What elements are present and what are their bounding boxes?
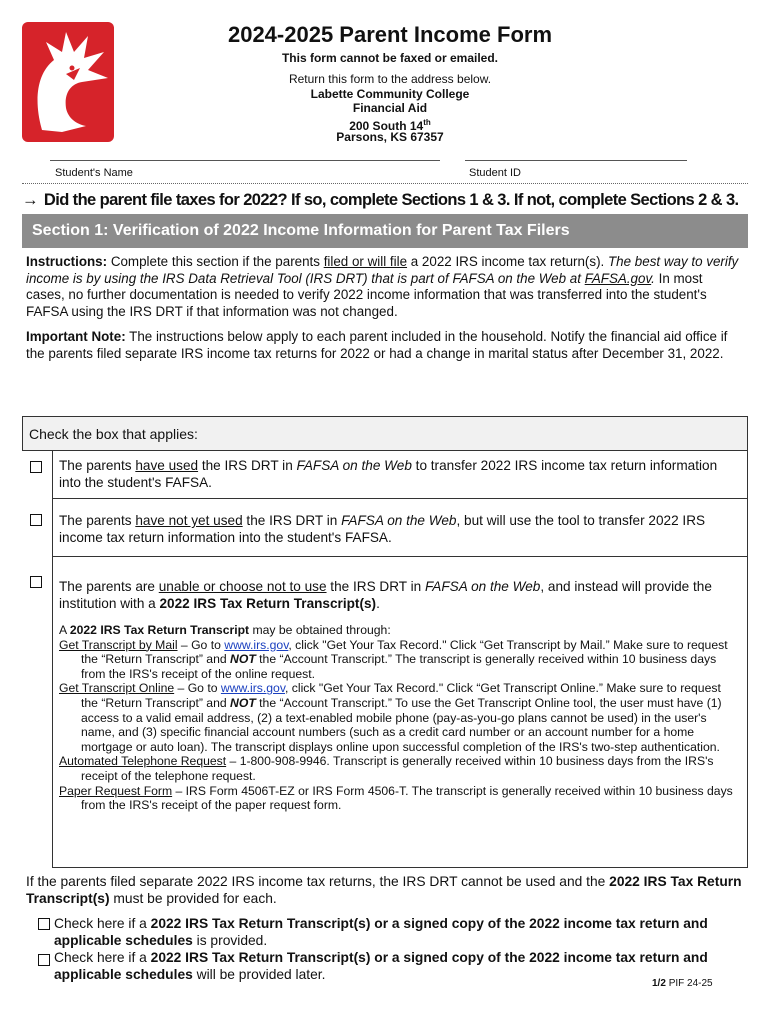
office-name: Financial Aid	[352, 101, 428, 115]
transcript-online: Get Transcript Online – Go to www.irs.gov, click "Get Your Tax Record." Click “Get Transcript Online.” Make sure to request the “Return Transcript” and NOT the “Account Transcript.” To use the Get Transcript Online tool, the user must have (1) access to a valid email address, (2) a text-enabled mobile phone (pay-as-you-go plans cannot be used) in the user's name, and (3) specific financial account numbers (such as a credit card number or an account number for a home mortgage or auto loan). The transcript displays online upon successful completion of the IRS's two-step authentication.	[59, 681, 722, 754]
street-address: 200 South 14th	[349, 118, 431, 133]
return-instruction: Return this form to the address below.	[288, 72, 492, 86]
transcript-intro: A 2022 IRS Tax Return Transcript may be obtained through:	[59, 623, 391, 637]
student-id-label: Student ID	[469, 167, 521, 179]
fafsa-link[interactable]: FAFSA.gov	[584, 270, 652, 286]
checkbox-have-used[interactable]	[30, 461, 42, 473]
student-name-field[interactable]	[50, 160, 440, 161]
college-logo	[22, 22, 114, 142]
city-address: Parsons, KS 67357	[336, 130, 444, 144]
student-id-field[interactable]	[465, 160, 687, 161]
separate-returns-note: If the parents filed separate 2022 IRS income tax returns, the IRS DRT cannot be used and the 2022 IRS Tax Return Transcript(s) must be provided for each.	[26, 874, 742, 906]
option-unable-text: The parents are unable or choose not to use the IRS DRT in FAFSA on the Web, and instead will provide the institution with a 2022 IRS Tax Return Transcript(s).	[59, 579, 712, 611]
transcript-later-text: Check here if a 2022 IRS Tax Return Transcript(s) or a signed copy of the 2022 income tax return and applicable schedules will be provided later.	[54, 950, 708, 982]
arrow-right-icon: →	[22, 191, 38, 209]
college-name: Labette Community College	[310, 87, 470, 101]
instructions-paragraph: Instructions: Complete this section if the parents filed or will file a 2022 IRS income tax return(s). The best way to verify income is by using the IRS Data Retrieval Tool (IRS DRT) that is part of FAFSA on the Web at FAFSA.gov. In most cases, no further documentation is needed to verify 2022 income information that was transferred into the student's FAFSA using the IRS DRT if that information was not changed.	[26, 254, 739, 319]
checkbox-table-header: Check the box that applies:	[22, 416, 748, 451]
checkbox-transcript-later[interactable]	[38, 954, 50, 966]
form-title: 2024-2025 Parent Income Form	[227, 22, 553, 47]
checkbox-unable-to-use[interactable]	[30, 576, 42, 588]
no-fax-notice: This form cannot be faxed or emailed.	[281, 51, 499, 65]
option-not-yet-used: The parents have not yet used the IRS DRT in FAFSA on the Web, but will use the tool to transfer 2022 IRS income tax return information into the student's FAFSA.	[52, 499, 748, 557]
important-note: Important Note: The instructions below apply to each parent included in the household. Notify the financial aid office if the parents filed separate IRS income tax returns for 2022 or had a change in marital status after December 31, 2022.	[26, 329, 728, 361]
option-have-used: The parents have used the IRS DRT in FAFSA on the Web to transfer 2022 IRS income tax return information into the student's FAFSA.	[52, 451, 748, 499]
tax-filing-question: → Did the parent file taxes for 2022? If so, complete Sections 1 & 3. If not, complete Sections 2 & 3.	[22, 191, 739, 209]
student-name-label: Student's Name	[55, 167, 133, 179]
irs-link-mail[interactable]: www.irs.gov	[224, 637, 289, 652]
page-footer: 1/2 PIF 24-25	[652, 978, 713, 989]
checkbox-transcript-provided[interactable]	[38, 918, 50, 930]
checkbox-not-yet-used[interactable]	[30, 514, 42, 526]
transcript-provided-text: Check here if a 2022 IRS Tax Return Transcript(s) or a signed copy of the 2022 income tax return and applicable schedules is provided.	[54, 916, 708, 948]
transcript-telephone: Automated Telephone Request – 1-800-908-9946. Transcript is generally received within 10 business days from the IRS's receipt of the telephone request.	[59, 754, 714, 783]
transcript-paper: Paper Request Form – IRS Form 4506T-EZ or IRS Form 4506-T. The transcript is generally received within 10 business days from the IRS's receipt of the paper request form.	[59, 783, 733, 813]
transcript-by-mail: Get Transcript by Mail – Go to www.irs.gov, click "Get Your Tax Record." Click “Get Transcript by Mail.” Make sure to request the “Return Transcript” and NOT the “Account Transcript.” The transcript is generally received within 10 business days from the IRS's receipt of the online request.	[59, 637, 728, 681]
irs-link-online[interactable]: www.irs.gov	[220, 681, 286, 696]
option-unable-to-use	[52, 557, 748, 868]
section-1-header: Section 1: Verification of 2022 Income Information for Parent Tax Filers	[22, 214, 748, 248]
cardinal-logo-icon	[22, 22, 114, 142]
divider	[22, 183, 748, 184]
